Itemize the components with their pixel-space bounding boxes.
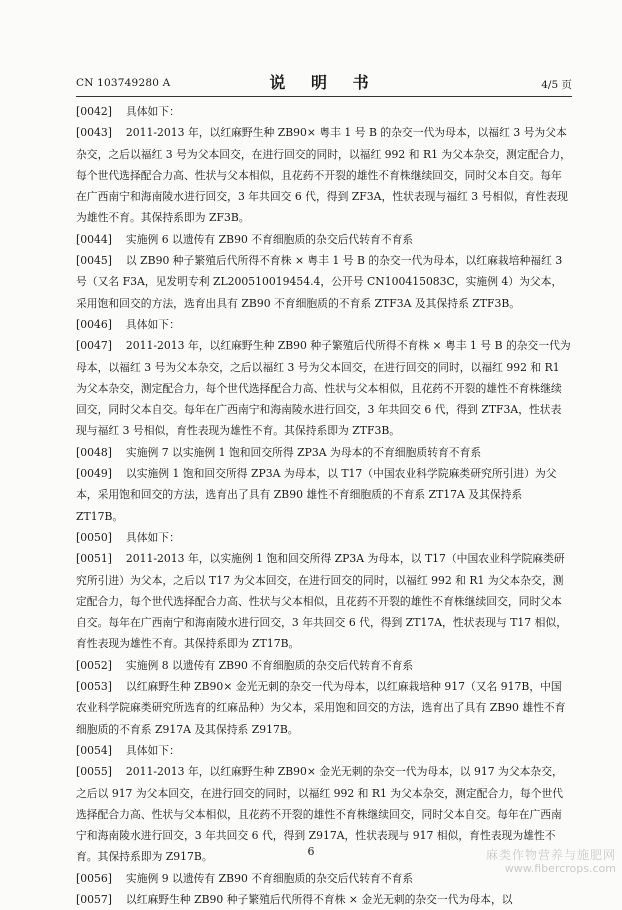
paragraph xyxy=(76,527,572,548)
paragraph-number: [0048] xyxy=(76,445,112,459)
paragraph-number: [0047] xyxy=(76,339,112,353)
paragraph-text: 以实施例 1 饱和回交所得 ZP3A 为母本，以 T17（中国农业科学院麻类研究所引进）为父本，采用饱和回交的方法，选育出了具有 ZB90 雄性不育细胞质的不育系 ZT17A 及其保持系 ZT17B。 xyxy=(76,467,557,523)
paragraph-number: [0044] xyxy=(76,232,112,246)
paragraph-text: 具体如下： xyxy=(125,530,180,544)
paragraph-text: 以红麻野生种 ZB90 种子繁殖后代所得不育株 × 金光无刺的杂交一代为母本，以 xyxy=(125,892,513,906)
watermark-site-name: 麻类作物营养与施肥网 xyxy=(485,848,616,862)
paragraph-number: [0051] xyxy=(76,552,112,566)
paragraph-number: [0055] xyxy=(76,765,112,779)
paragraph-text: 具体如下： xyxy=(125,317,180,331)
paragraph-text: 以 ZB90 种子繁殖后代所得不育株 × 粤丰 1 号 B 的杂交一代为母本，以红麻栽培种福红 3 号（又名 F3A，见发明专利 ZL200510019454.4，公开号 CN100415083C，实施例 4）为父本，采用饱和回交的方法，选育出具有 ZB90 不育细胞质的不育系 ZTF3A 及其保持系 ZTF3B。 xyxy=(76,254,563,310)
paragraph-number: [0043] xyxy=(76,126,112,140)
paragraph-text: 2011-2013 年，以红麻野生种 ZB90 种子繁殖后代所得不育株 × 粤丰 1 号 B 的杂交一代为母本，以福红 3 号为父本杂交，之后以福红 3 号为父本回交，在进行回交的同时，以福红 992 和 R1 为父本杂交，测定配合力，每个世代选择配合力高、性状与父本相似，且花药不开裂的雄性不育株继续回交，同时父本自交。每年在广西南宁和海南陵水进行回交，3 年共回交 6 代，得到 ZTF3A，性状表现与福红 3 号相似，育性表现为雄性不育。其保持系即为 ZTF3B。 xyxy=(76,339,571,438)
paragraph xyxy=(76,463,572,527)
paragraph xyxy=(76,889,572,910)
paragraph-text: 具体如下： xyxy=(125,105,180,118)
paragraph-text: 2011-2013 年，以实施例 1 饱和回交所得 ZP3A 为母本，以 T17（中国农业科学院麻类研究所引进）为父本，之后以 T17 为父本回交，在进行回交的同时，以福红 992 和 R1 为父本杂交，测定配合力，每个世代选择配合力高、性状与父本相似，且花药不开裂的雄性不育株继续回交，同时父本自交。每年在广西南宁和海南陵水进行回交，3 年共回交 6 代，得到 ZT17A，性状表现与 T17 相似，育性表现为雄性不育。其保持系即为 ZT17B。 xyxy=(76,552,567,651)
paragraph xyxy=(76,229,572,250)
paragraph-text: 实施例 9 以遗传有 ZB90 不育细胞质的杂交后代转育不育系 xyxy=(125,871,414,885)
page-number: 6 xyxy=(307,845,315,858)
page-header xyxy=(76,64,572,96)
paragraph xyxy=(76,740,572,761)
paragraph xyxy=(76,676,572,740)
paragraph xyxy=(76,442,572,463)
paragraph-number: [0042] xyxy=(76,105,112,118)
paragraph xyxy=(76,122,572,228)
paragraph-number: [0056] xyxy=(76,871,112,885)
paragraph-number: [0050] xyxy=(76,530,112,544)
document-body xyxy=(76,101,572,910)
paragraph-text: 具体如下： xyxy=(125,743,180,757)
paragraph xyxy=(76,250,572,314)
watermark xyxy=(486,848,616,876)
paragraph-number: [0054] xyxy=(76,743,112,757)
page-indicator: 4/5 页 xyxy=(541,79,572,91)
paragraph-text: 2011-2013 年，以红麻野生种 ZB90× 金光无刺的杂交一代为母本，以 917 为父本杂交，之后以 917 为父本回交，在进行回交的同时，以福红 992 和 R1 为父本杂交，测定配合力，每个世代选择配合力高、性状与父本相似，且花药不开裂的雄性不育株继续回交，同时父本自交。每年在广西南宁和海南陵水进行回交，3 年共回交 6 代，得到 Z917A，性状表现与 917 相似，育性表现为雄性不育。其保持系即为 Z917B。 xyxy=(76,765,564,864)
paragraph-text: 实施例 8 以遗传有 ZB90 不育细胞质的杂交后代转育不育系 xyxy=(125,658,414,672)
paragraph xyxy=(76,548,572,654)
paragraph-number: [0045] xyxy=(76,254,112,268)
paragraph-number: [0049] xyxy=(76,467,112,481)
paragraph xyxy=(76,314,572,335)
document-title: 说 明 书 xyxy=(269,73,379,92)
paragraph-number: [0046] xyxy=(76,317,112,331)
paragraph-text: 2011-2013 年，以红麻野生种 ZB90× 粤丰 1 号 B 的杂交一代为母本，以福红 3 号为父本杂交，之后以福红 3 号为父本回交，在进行回交的同时，以福红 992 和 R1 为父本杂交，测定配合力，每个世代选择配合力高、性状与父本相似，且花药不开裂的雄性不育株继续回交，同时父本自交。每年在广西南宁和海南陵水进行回交，3 年共回交 6 代，得到 ZF3A，性状表现与福红 3 号相似，育性表现为雄性不育。其保持系即为 ZF3B。 xyxy=(76,126,571,225)
paragraph xyxy=(76,655,572,676)
patent-number: CN 103749280 A xyxy=(76,77,171,89)
paragraph-number: [0052] xyxy=(76,658,112,672)
paragraph-text: 以红麻野生种 ZB90× 金光无刺的杂交一代为母本，以红麻栽培种 917（又名 917B，中国农业科学院麻类研究所选育的红麻品种）为父本，采用饱和回交的方法，选育出了具有 ZB90 雄性不育细胞质的不育系 Z917A 及其保持系 Z917B。 xyxy=(76,680,566,736)
paragraph xyxy=(76,335,572,441)
paragraph-number: [0053] xyxy=(76,680,112,694)
paragraph xyxy=(76,101,572,122)
paragraph-text: 实施例 6 以遗传有 ZB90 不育细胞质的杂交后代转育不育系 xyxy=(125,232,414,246)
paragraph-number: [0057] xyxy=(76,892,112,906)
header-rule xyxy=(76,96,572,97)
watermark-url: www.fibercrops.com xyxy=(504,862,616,875)
paragraph-text: 实施例 7 以实施例 1 饱和回交所得 ZP3A 为母本的不育细胞质转育不育系 xyxy=(125,445,482,459)
